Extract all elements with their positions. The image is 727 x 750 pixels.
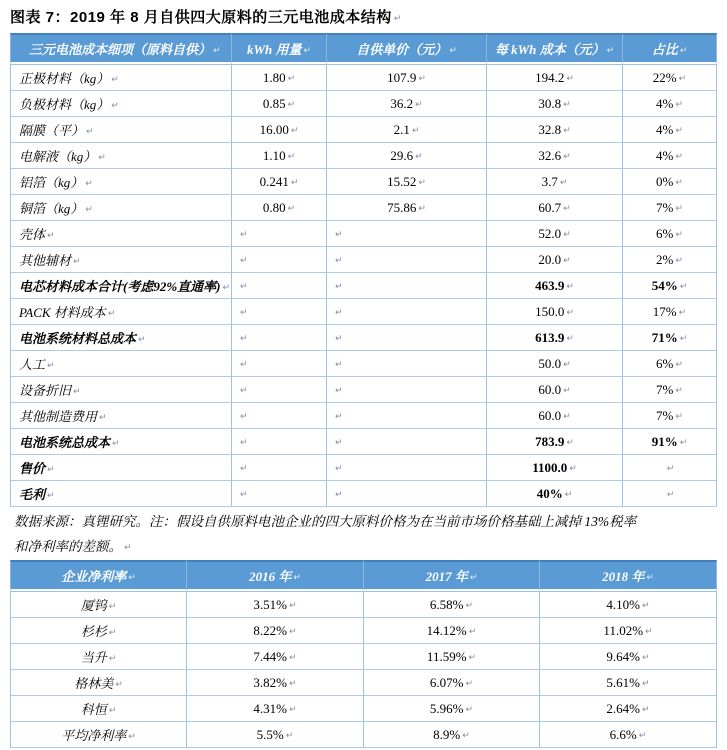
cell-share: 6% ↵ [623,221,717,247]
cell-company: 平均净利率 ↵ [10,722,187,748]
cell-2016: 3.51% ↵ [187,591,364,618]
cell-usage: 1.10 ↵ [232,143,327,169]
col-header-2016: 2016 年 ↵ [187,560,364,591]
cell-company: 当升 ↵ [10,644,187,670]
table-row [10,670,717,696]
cell-price [327,299,487,325]
cell-label: 电池系统总成本 ↵ [10,429,232,455]
cell-2018: 9.64% ↵ [540,644,717,670]
cell-label: 人工 ↵ [10,351,232,377]
cell-2016: 7.44% ↵ [187,644,364,670]
cell-cost: 32.6 ↵ [487,143,623,169]
source-note [14,509,720,561]
company-net-margin-table [10,560,717,748]
cell-label: 正极材料（kg） ↵ [10,64,232,91]
table-row [10,351,717,377]
cell-cost: 20.0 ↵ [487,247,623,273]
cell-share: 91% ↵ [623,429,717,455]
col-header-kwh-usage: kWh 用量 ↵ [232,33,327,64]
table-row [10,618,717,644]
cell-share: 4% ↵ [623,143,717,169]
cell-price [327,221,487,247]
cell-price [327,247,487,273]
table-row [10,299,717,325]
col-header-share: 占比 ↵ [623,33,717,64]
cell-company: 科恒 ↵ [10,696,187,722]
cost-table-header-row [10,33,717,64]
cell-usage [232,481,327,507]
table-row [10,247,717,273]
cell-share: 54% ↵ [623,273,717,299]
cell-usage [232,273,327,299]
cell-label: 设备折旧 ↵ [10,377,232,403]
table-row-total-system-cost [10,429,717,455]
cell-price [327,429,487,455]
col-header-2017: 2017 年 ↵ [364,560,540,591]
cell-label: 铝箔（kg） ↵ [10,169,232,195]
margin-table-header-row [10,560,717,591]
cell-company: 杉杉 ↵ [10,618,187,644]
cell-share [623,455,717,481]
cell-share: 17% ↵ [623,299,717,325]
cell-usage: 0.85 ↵ [232,91,327,117]
cell-price [327,377,487,403]
cell-price [327,273,487,299]
table-row [10,644,717,670]
cell-label: 其他辅材 ↵ [10,247,232,273]
cell-price [327,481,487,507]
cell-company: 厦钨 ↵ [10,591,187,618]
cell-usage [232,299,327,325]
cell-cost: 30.8 ↵ [487,91,623,117]
cell-2017: 6.58% ↵ [364,591,540,618]
cell-price: 29.6 ↵ [327,143,487,169]
table-row [10,64,717,91]
cell-share: 4% ↵ [623,91,717,117]
cell-cost: 783.9 ↵ [487,429,623,455]
cell-share: 7% ↵ [623,403,717,429]
cell-2018: 6.6% ↵ [540,722,717,748]
cell-usage [232,403,327,429]
cell-cost: 194.2 ↵ [487,64,623,91]
cell-label: 隔膜（平） ↵ [10,117,232,143]
cell-usage [232,351,327,377]
table-row-selling-price [10,455,717,481]
source-note-line1: 数据来源：真锂研究。注：假设自供原料电池企业的四大原料价格为在当前市场价格基础上减掉 13%税率 [14,514,637,529]
cell-label: 电芯材料成本合计(考虑92%直通率) ↵ [10,273,232,299]
col-header-company: 企业净利率 ↵ [10,560,187,591]
cell-2017: 6.07% ↵ [364,670,540,696]
cell-2016: 5.5% ↵ [187,722,364,748]
battery-cost-table [10,33,717,507]
table-row-average-net-margin [10,722,717,748]
col-header-2018: 2018 年 ↵ [540,560,717,591]
cell-price [327,455,487,481]
cell-label: 电解液（kg） ↵ [10,143,232,169]
table-row-total-system-materials [10,325,717,351]
table-row [10,403,717,429]
cell-2018: 2.64% ↵ [540,696,717,722]
cell-2016: 4.31% ↵ [187,696,364,722]
table-row [10,591,717,618]
cell-usage [232,247,327,273]
cell-price: 2.1 ↵ [327,117,487,143]
cell-cost: 60.7 ↵ [487,195,623,221]
cell-cost: 60.0 ↵ [487,377,623,403]
table-row [10,696,717,722]
cell-usage: 0.241 ↵ [232,169,327,195]
cell-share: 6% ↵ [623,351,717,377]
table-row [10,169,717,195]
cell-label: 负极材料（kg） ↵ [10,91,232,117]
cell-2016: 8.22% ↵ [187,618,364,644]
cell-share: 7% ↵ [623,195,717,221]
cell-price: 15.52 ↵ [327,169,487,195]
cell-share: 0% ↵ [623,169,717,195]
cell-usage: 0.80 ↵ [232,195,327,221]
col-header-cost-per-kwh: 每 kWh 成本（元） ↵ [487,33,623,64]
table-row [10,117,717,143]
cell-usage [232,325,327,351]
cell-2017: 8.9% ↵ [364,722,540,748]
cell-usage: 16.00 ↵ [232,117,327,143]
page-title: 图表 7：2019 年 8 月自供四大原料的三元电池成本结构 ↵ [10,6,402,27]
cell-cost: 52.0 ↵ [487,221,623,247]
cell-price [327,325,487,351]
table-row [10,221,717,247]
cell-cost: 40% ↵ [487,481,623,507]
cell-cost: 1100.0 ↵ [487,455,623,481]
cell-cost: 60.0 ↵ [487,403,623,429]
cell-usage [232,429,327,455]
cell-label: 其他制造费用 ↵ [10,403,232,429]
cell-price: 36.2 ↵ [327,91,487,117]
cell-price: 107.9 ↵ [327,64,487,91]
cell-label: 铜箔（kg） ↵ [10,195,232,221]
cell-2017: 11.59% ↵ [364,644,540,670]
col-header-self-supply-price: 自供单价（元） ↵ [327,33,487,64]
cell-share: 22% ↵ [623,64,717,91]
cell-label: 电池系统材料总成本 ↵ [10,325,232,351]
cell-usage: 1.80 ↵ [232,64,327,91]
cell-label: PACK 材料成本 ↵ [10,299,232,325]
cell-share: 71% ↵ [623,325,717,351]
cell-price [327,351,487,377]
cell-cost: 32.8 ↵ [487,117,623,143]
cell-cost: 613.9 ↵ [487,325,623,351]
table-row [10,195,717,221]
cell-cost: 3.7 ↵ [487,169,623,195]
table-row [10,143,717,169]
cell-price: 75.86 ↵ [327,195,487,221]
cell-price [327,403,487,429]
cell-2018: 4.10% ↵ [540,591,717,618]
cell-usage [232,455,327,481]
cell-2018: 11.02% ↵ [540,618,717,644]
table-row-subtotal-cell-materials [10,273,717,299]
cell-cost: 463.9 ↵ [487,273,623,299]
cell-share: 4% ↵ [623,117,717,143]
cell-share: 7% ↵ [623,377,717,403]
cell-2018: 5.61% ↵ [540,670,717,696]
cell-2017: 5.96% ↵ [364,696,540,722]
cell-usage [232,377,327,403]
cell-cost: 50.0 ↵ [487,351,623,377]
table-row [10,377,717,403]
table-row [10,91,717,117]
source-note-line2: 和净利率的差额。 ↵ [14,534,720,561]
cell-usage [232,221,327,247]
cell-label: 壳体 ↵ [10,221,232,247]
cell-cost: 150.0 ↵ [487,299,623,325]
cell-company: 格林美 ↵ [10,670,187,696]
table-row-gross-margin [10,481,717,507]
cell-2016: 3.82% ↵ [187,670,364,696]
cell-label: 毛利 ↵ [10,481,232,507]
cell-share: 2% ↵ [623,247,717,273]
cell-label: 售价 ↵ [10,455,232,481]
cell-2017: 14.12% ↵ [364,618,540,644]
col-header-item: 三元电池成本细项（原料自供） ↵ [10,33,232,64]
cell-share [623,481,717,507]
